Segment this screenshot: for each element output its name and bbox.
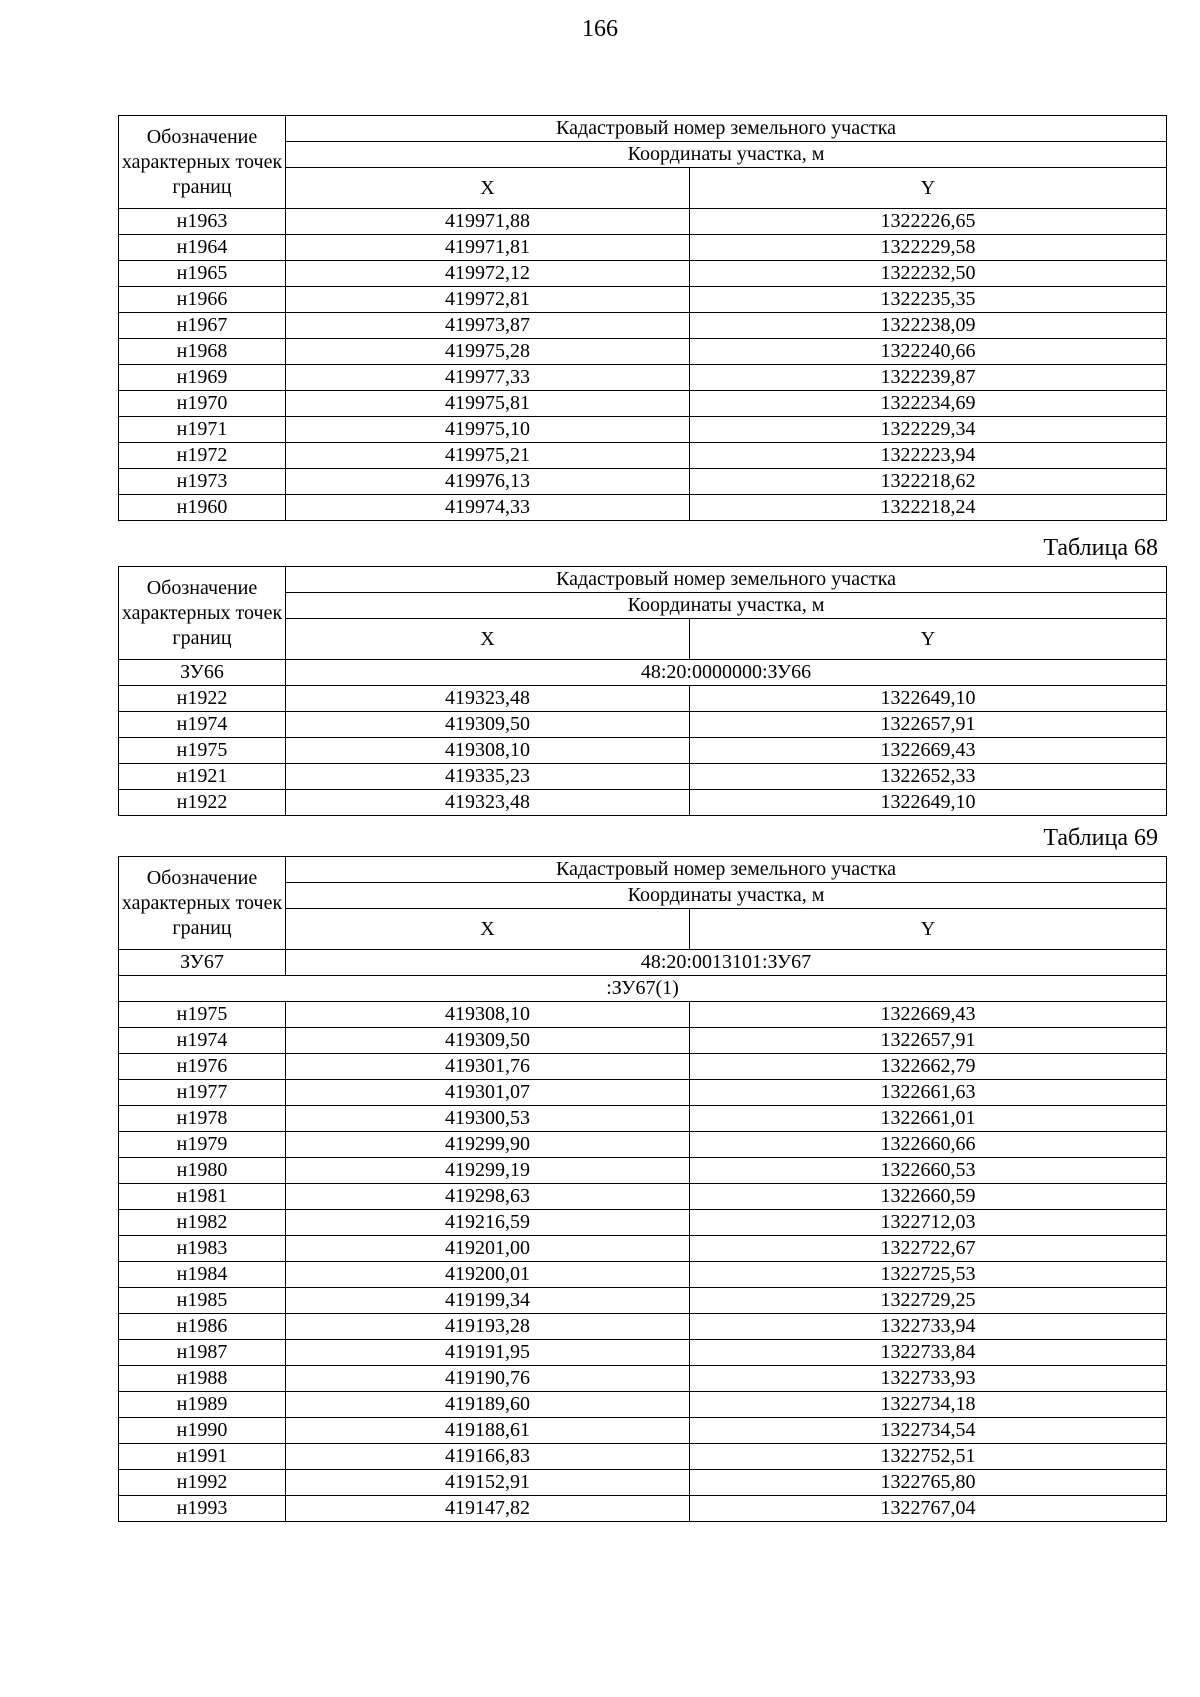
x-coordinate-cell: 419190,76 [286, 1366, 690, 1392]
y-coordinate-cell: 1322662,79 [690, 1054, 1167, 1080]
x-coordinate-cell: 419976,13 [286, 469, 690, 495]
x-coordinate-cell: 419975,28 [286, 339, 690, 365]
y-coordinate-cell: 1322725,53 [690, 1262, 1167, 1288]
point-id-cell: н1984 [119, 1262, 286, 1288]
table-69-caption: Таблица 69 [1043, 825, 1158, 851]
table-row [119, 209, 1167, 235]
point-id-cell: н1990 [119, 1418, 286, 1444]
contour-row [119, 976, 1167, 1002]
header-x-label: X [286, 168, 690, 209]
x-coordinate-cell: 419974,33 [286, 495, 690, 521]
x-coordinate-cell: 419971,81 [286, 235, 690, 261]
plot-id: ЗУ67 [119, 950, 286, 976]
x-coordinate-cell: 419166,83 [286, 1444, 690, 1470]
x-coordinate-cell: 419193,28 [286, 1314, 690, 1340]
x-coordinate-cell: 419977,33 [286, 365, 690, 391]
y-coordinate-cell: 1322218,62 [690, 469, 1167, 495]
table-1 [118, 115, 1167, 521]
header-cadastral-label: Кадастровый номер земельного участка [286, 857, 1167, 883]
table-row [119, 1470, 1167, 1496]
point-id-cell: н1975 [119, 738, 286, 764]
header-y-label: Y [690, 168, 1167, 209]
table-row [119, 235, 1167, 261]
header-point-label: Обозначение характерных точек границ [119, 116, 286, 209]
y-coordinate-cell: 1322239,87 [690, 365, 1167, 391]
x-coordinate-cell: 419298,63 [286, 1184, 690, 1210]
x-coordinate-cell: 419152,91 [286, 1470, 690, 1496]
y-coordinate-cell: 1322238,09 [690, 313, 1167, 339]
table-row [119, 1288, 1167, 1314]
x-coordinate-cell: 419200,01 [286, 1262, 690, 1288]
plot-id: ЗУ66 [119, 660, 286, 686]
header-x-label: X [286, 619, 690, 660]
point-id-cell: н1971 [119, 417, 286, 443]
header-coords-label: Координаты участка, м [286, 593, 1167, 619]
table-row [119, 1496, 1167, 1522]
y-coordinate-cell: 1322734,18 [690, 1392, 1167, 1418]
header-y-label: Y [690, 909, 1167, 950]
table-row [119, 1418, 1167, 1444]
y-coordinate-cell: 1322752,51 [690, 1444, 1167, 1470]
x-coordinate-cell: 419308,10 [286, 738, 690, 764]
x-coordinate-cell: 419189,60 [286, 1392, 690, 1418]
table-row [119, 712, 1167, 738]
y-coordinate-cell: 1322661,01 [690, 1106, 1167, 1132]
table-row [119, 391, 1167, 417]
table-row [119, 1366, 1167, 1392]
point-id-cell: н1972 [119, 443, 286, 469]
point-id-cell: н1973 [119, 469, 286, 495]
coordinates-table-68 [118, 566, 1166, 816]
plot-id-row [119, 950, 1167, 976]
table-row [119, 1158, 1167, 1184]
x-coordinate-cell: 419309,50 [286, 1028, 690, 1054]
point-id-cell: н1970 [119, 391, 286, 417]
header-point-label: Обозначение характерных точек границ [119, 567, 286, 660]
x-coordinate-cell: 419973,87 [286, 313, 690, 339]
y-coordinate-cell: 1322223,94 [690, 443, 1167, 469]
point-id-cell: н1980 [119, 1158, 286, 1184]
point-id-cell: н1976 [119, 1054, 286, 1080]
table-68 [118, 566, 1167, 816]
table-row [119, 1236, 1167, 1262]
y-coordinate-cell: 1322229,58 [690, 235, 1167, 261]
table-row [119, 1340, 1167, 1366]
y-coordinate-cell: 1322729,25 [690, 1288, 1167, 1314]
y-coordinate-cell: 1322232,50 [690, 261, 1167, 287]
point-id-cell: н1983 [119, 1236, 286, 1262]
table-row [119, 1262, 1167, 1288]
x-coordinate-cell: 419299,90 [286, 1132, 690, 1158]
point-id-cell: н1922 [119, 790, 286, 816]
header-x-label: X [286, 909, 690, 950]
point-id-cell: н1977 [119, 1080, 286, 1106]
table-row [119, 1444, 1167, 1470]
header-coords-label: Координаты участка, м [286, 142, 1167, 168]
y-coordinate-cell: 1322733,93 [690, 1366, 1167, 1392]
y-coordinate-cell: 1322734,54 [690, 1418, 1167, 1444]
contour-label: :ЗУ67(1) [119, 976, 1167, 1002]
table-row [119, 1028, 1167, 1054]
page-number: 166 [582, 16, 618, 42]
point-id-cell: н1966 [119, 287, 286, 313]
point-id-cell: н1967 [119, 313, 286, 339]
x-coordinate-cell: 419323,48 [286, 790, 690, 816]
y-coordinate-cell: 1322218,24 [690, 495, 1167, 521]
point-id-cell: н1986 [119, 1314, 286, 1340]
header-cadastral-label: Кадастровый номер земельного участка [286, 567, 1167, 593]
table-row [119, 1106, 1167, 1132]
table-row [119, 1054, 1167, 1080]
cadastral-number: 48:20:0013101:ЗУ67 [286, 950, 1167, 976]
table-row [119, 1002, 1167, 1028]
x-coordinate-cell: 419147,82 [286, 1496, 690, 1522]
x-coordinate-cell: 419975,21 [286, 443, 690, 469]
y-coordinate-cell: 1322657,91 [690, 712, 1167, 738]
point-id-cell: н1921 [119, 764, 286, 790]
point-id-cell: н1964 [119, 235, 286, 261]
point-id-cell: н1981 [119, 1184, 286, 1210]
table-row [119, 1314, 1167, 1340]
table-row [119, 686, 1167, 712]
y-coordinate-cell: 1322661,63 [690, 1080, 1167, 1106]
x-coordinate-cell: 419972,81 [286, 287, 690, 313]
point-id-cell: н1991 [119, 1444, 286, 1470]
point-id-cell: н1993 [119, 1496, 286, 1522]
plot-id-row [119, 660, 1167, 686]
x-coordinate-cell: 419975,10 [286, 417, 690, 443]
table-row [119, 1132, 1167, 1158]
table-row [119, 313, 1167, 339]
coordinates-table-continuation [118, 115, 1166, 521]
point-id-cell: н1975 [119, 1002, 286, 1028]
table-row [119, 495, 1167, 521]
point-id-cell: н1963 [119, 209, 286, 235]
point-id-cell: н1922 [119, 686, 286, 712]
point-id-cell: н1974 [119, 712, 286, 738]
y-coordinate-cell: 1322669,43 [690, 738, 1167, 764]
x-coordinate-cell: 419188,61 [286, 1418, 690, 1444]
table-row [119, 261, 1167, 287]
x-coordinate-cell: 419199,34 [286, 1288, 690, 1314]
y-coordinate-cell: 1322712,03 [690, 1210, 1167, 1236]
y-coordinate-cell: 1322733,94 [690, 1314, 1167, 1340]
x-coordinate-cell: 419323,48 [286, 686, 690, 712]
x-coordinate-cell: 419335,23 [286, 764, 690, 790]
y-coordinate-cell: 1322660,66 [690, 1132, 1167, 1158]
y-coordinate-cell: 1322234,69 [690, 391, 1167, 417]
header-coords-label: Координаты участка, м [286, 883, 1167, 909]
y-coordinate-cell: 1322226,65 [690, 209, 1167, 235]
table-69 [118, 856, 1167, 1522]
x-coordinate-cell: 419299,19 [286, 1158, 690, 1184]
x-coordinate-cell: 419201,00 [286, 1236, 690, 1262]
table-row [119, 287, 1167, 313]
x-coordinate-cell: 419216,59 [286, 1210, 690, 1236]
y-coordinate-cell: 1322669,43 [690, 1002, 1167, 1028]
point-id-cell: н1992 [119, 1470, 286, 1496]
y-coordinate-cell: 1322765,80 [690, 1470, 1167, 1496]
point-id-cell: н1968 [119, 339, 286, 365]
y-coordinate-cell: 1322652,33 [690, 764, 1167, 790]
y-coordinate-cell: 1322240,66 [690, 339, 1167, 365]
point-id-cell: н1979 [119, 1132, 286, 1158]
header-y-label: Y [690, 619, 1167, 660]
y-coordinate-cell: 1322229,34 [690, 417, 1167, 443]
header-point-label: Обозначение характерных точек границ [119, 857, 286, 950]
x-coordinate-cell: 419975,81 [286, 391, 690, 417]
x-coordinate-cell: 419308,10 [286, 1002, 690, 1028]
x-coordinate-cell: 419971,88 [286, 209, 690, 235]
table-row [119, 417, 1167, 443]
table-row [119, 790, 1167, 816]
point-id-cell: н1988 [119, 1366, 286, 1392]
table-68-caption: Таблица 68 [1043, 535, 1158, 561]
x-coordinate-cell: 419300,53 [286, 1106, 690, 1132]
y-coordinate-cell: 1322235,35 [690, 287, 1167, 313]
point-id-cell: н1985 [119, 1288, 286, 1314]
x-coordinate-cell: 419309,50 [286, 712, 690, 738]
point-id-cell: н1969 [119, 365, 286, 391]
table-row [119, 764, 1167, 790]
x-coordinate-cell: 419301,76 [286, 1054, 690, 1080]
table-row [119, 1392, 1167, 1418]
y-coordinate-cell: 1322722,67 [690, 1236, 1167, 1262]
point-id-cell: н1989 [119, 1392, 286, 1418]
x-coordinate-cell: 419972,12 [286, 261, 690, 287]
y-coordinate-cell: 1322767,04 [690, 1496, 1167, 1522]
table-row [119, 1080, 1167, 1106]
table-row [119, 1210, 1167, 1236]
table-row [119, 365, 1167, 391]
x-coordinate-cell: 419191,95 [286, 1340, 690, 1366]
y-coordinate-cell: 1322660,59 [690, 1184, 1167, 1210]
point-id-cell: н1982 [119, 1210, 286, 1236]
coordinates-table-69 [118, 856, 1166, 1522]
header-cadastral-label: Кадастровый номер земельного участка [286, 116, 1167, 142]
table-row [119, 738, 1167, 764]
y-coordinate-cell: 1322649,10 [690, 686, 1167, 712]
point-id-cell: н1965 [119, 261, 286, 287]
point-id-cell: н1960 [119, 495, 286, 521]
point-id-cell: н1974 [119, 1028, 286, 1054]
y-coordinate-cell: 1322733,84 [690, 1340, 1167, 1366]
x-coordinate-cell: 419301,07 [286, 1080, 690, 1106]
y-coordinate-cell: 1322649,10 [690, 790, 1167, 816]
table-row [119, 443, 1167, 469]
point-id-cell: н1978 [119, 1106, 286, 1132]
table-row [119, 1184, 1167, 1210]
y-coordinate-cell: 1322657,91 [690, 1028, 1167, 1054]
table-row [119, 339, 1167, 365]
table-row [119, 469, 1167, 495]
point-id-cell: н1987 [119, 1340, 286, 1366]
cadastral-number: 48:20:0000000:ЗУ66 [286, 660, 1167, 686]
y-coordinate-cell: 1322660,53 [690, 1158, 1167, 1184]
